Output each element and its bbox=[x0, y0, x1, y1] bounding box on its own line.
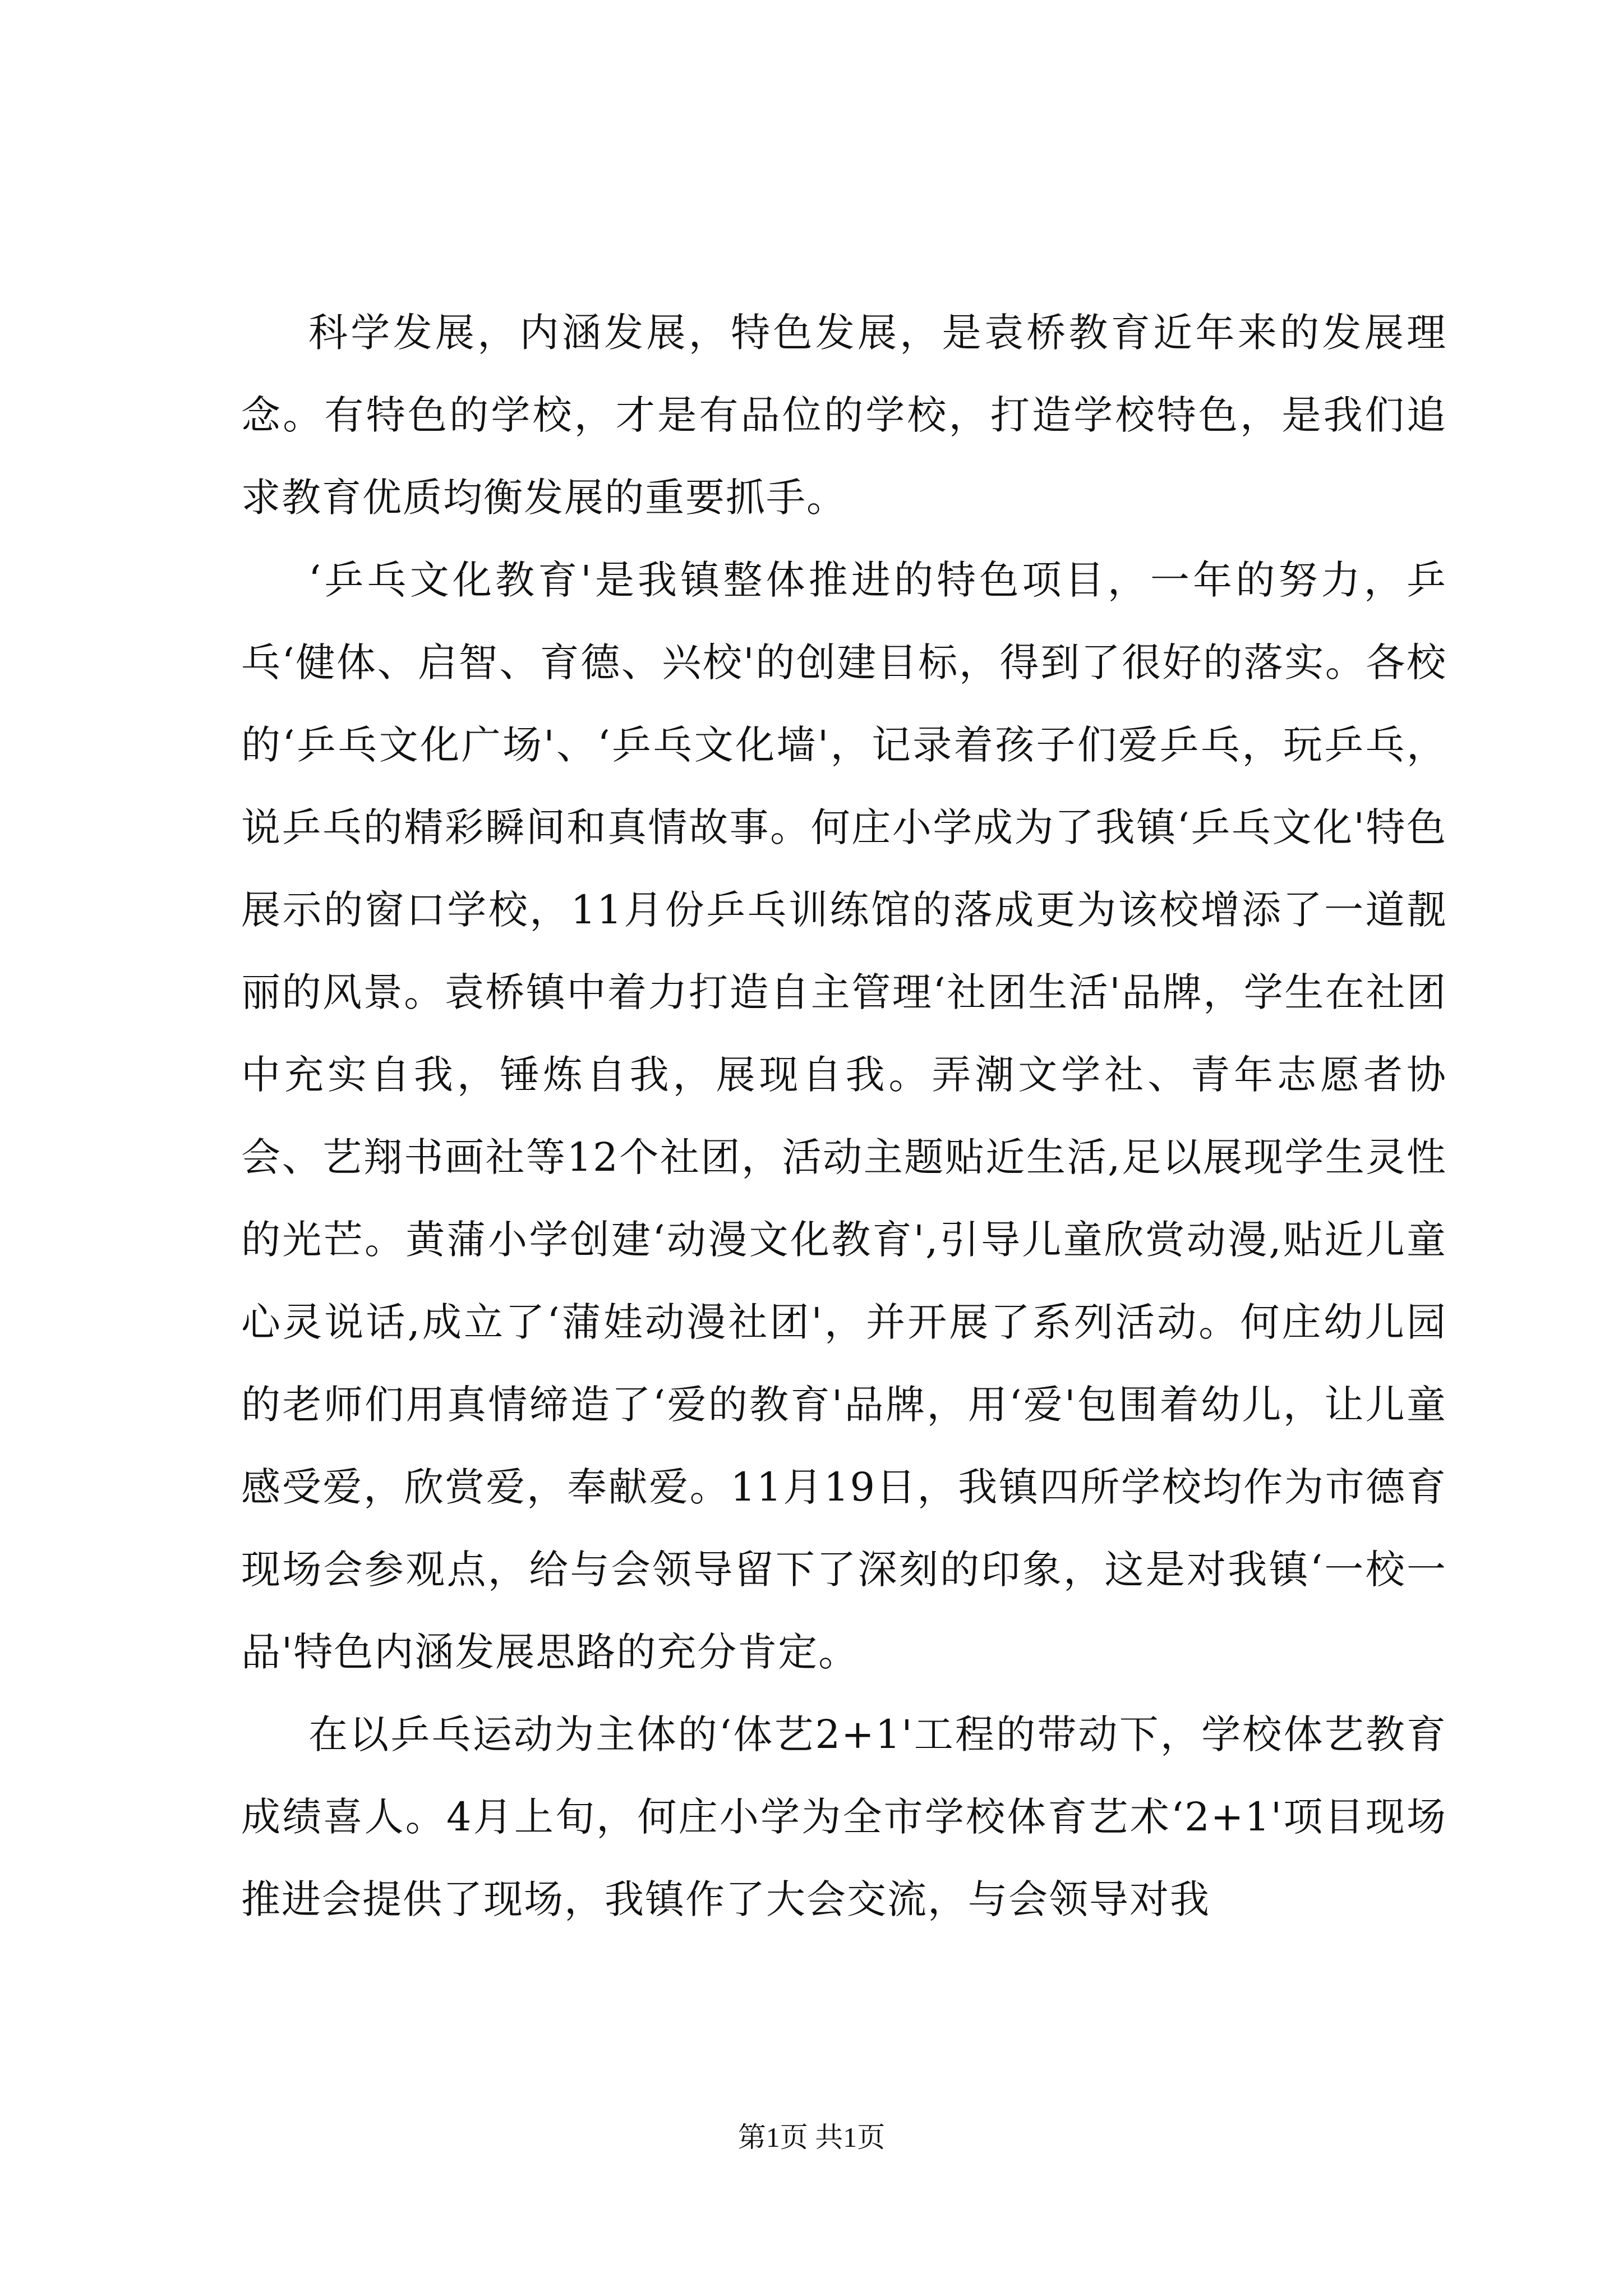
paragraph-3: 在以乒乓运动为主体的‘体艺2+1'工程的带动下，学校体艺教育成绩喜人。4月上旬，何庄小学为全市学校体育艺术‘2+1'项目现场推进会提供了现场，我镇作了大会交流，与会领导对我 bbox=[241, 1711, 1447, 1922]
document-body bbox=[241, 292, 1447, 1941]
paragraph-1: 科学发展，内涵发展，特色发展，是袁桥教育近年来的发展理念。有特色的学校，才是有品位的学校，打造学校特色，是我们追求教育优质均衡发展的重要抓手。 bbox=[241, 310, 1447, 521]
page-number-footer: 第1页 共1页 bbox=[737, 2122, 886, 2153]
paragraph-2: ‘乒乓文化教育'是我镇整体推进的特色项目，一年的努力，乒乓‘健体、启智、育德、兴校'的创建目标，得到了很好的落实。各校的‘乒乓文化广场'、‘乒乓文化墙'，记录着孩子们爱乒乓，玩乒乓，说乒乓的精彩瞬间和真情故事。何庄小学成为了我镇‘乒乓文化'特色展示的窗口学校，11月份乒乓训练馆的落成更为该校增添了一道靓丽的风景。袁桥镇中着力打造自主管理‘社团生活'品牌，学生在社团中充实自我，锤炼自我，展现自我。弄潮文学社、青年志愿者协会、艺翔书画社等12个社团，活动主题贴近生活,足以展现学生灵性的光芒。黄蒲小学创建‘动漫文化教育',引导儿童欣赏动漫,贴近儿童心灵说话,成立了‘蒲娃动漫社团'，并开展了系列活动。何庄幼儿园的老师们用真情缔造了‘爱的教育'品牌，用‘爱'包围着幼儿，让儿童感受爱，欣赏爱，奉献爱。11月19日，我镇四所学校均作为市德育现场会参观点，给与会领导留下了深刻的印象，这是对我镇‘一校一品'特色内涵发展思路的充分肯定。 bbox=[241, 557, 1447, 1675]
